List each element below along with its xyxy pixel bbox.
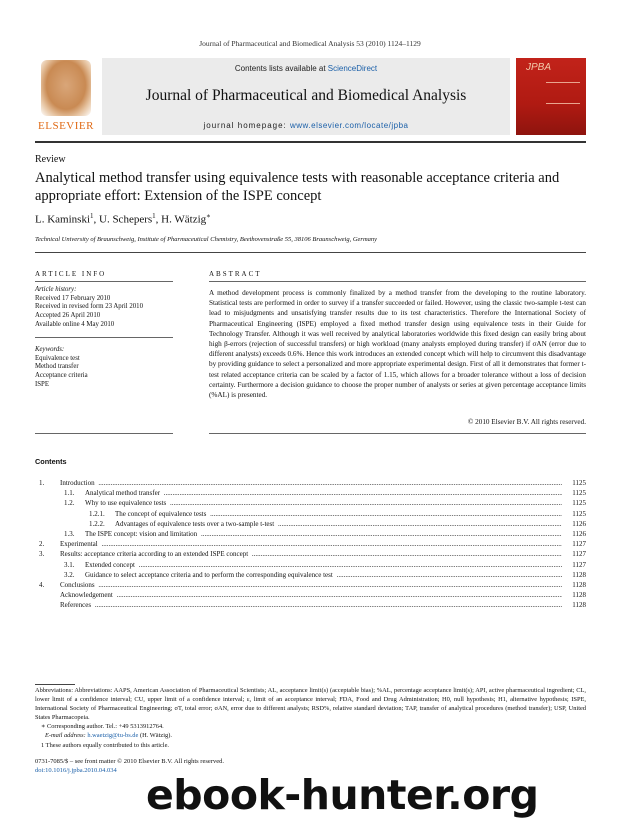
toc-entry-title	[85, 560, 562, 570]
toc-entry[interactable]	[35, 580, 586, 590]
toc-entry-title	[60, 590, 562, 600]
table-of-contents	[35, 478, 586, 610]
toc-entry-page: 1128	[572, 580, 586, 589]
toc-entry-title	[115, 519, 562, 529]
toc-entry-number: 1.1.	[64, 489, 75, 498]
toc-entry-title	[85, 570, 562, 580]
toc-entry-title-text: The ISPE concept: vision and limitation	[85, 529, 198, 538]
toc-entry-title	[115, 509, 562, 519]
toc-entry-number: 3.1.	[64, 560, 75, 569]
toc-entry[interactable]	[35, 488, 586, 498]
cover-decoration	[546, 82, 580, 104]
toc-entry[interactable]	[35, 529, 586, 539]
journal-homepage	[102, 121, 510, 130]
toc-entry-number: 1.2.2.	[89, 519, 105, 528]
history-item: Accepted 26 April 2010	[35, 312, 101, 320]
homepage-prefix: journal homepage:	[203, 121, 290, 130]
author-mark: ∗	[206, 212, 211, 220]
toc-entry-page: 1125	[572, 499, 586, 508]
toc-entry[interactable]	[35, 509, 586, 519]
toc-entry[interactable]	[35, 549, 586, 559]
email-suffix: (H. Wätzig).	[138, 732, 172, 740]
toc-entry-title-text: Conclusions	[60, 580, 95, 589]
keywords-label: Keywords:	[35, 346, 65, 353]
copyright-notice: © 2010 Elsevier B.V. All rights reserved.	[467, 418, 586, 426]
article-history	[35, 286, 175, 330]
email-link[interactable]: h.waetzig@tu-bs.de	[87, 732, 139, 740]
toc-entry-number: 1.2.	[64, 499, 75, 508]
header-divider	[35, 252, 586, 253]
toc-entry-page: 1125	[572, 509, 586, 518]
toc-entry-title	[60, 539, 562, 549]
email-footnote	[35, 731, 586, 740]
toc-entry-title	[60, 600, 562, 610]
article-section: Review	[35, 154, 66, 165]
keyword: Method transfer	[35, 363, 79, 371]
history-item: Received 17 February 2010	[35, 294, 111, 302]
toc-entry-title	[85, 529, 562, 539]
publisher-name: ELSEVIER	[38, 120, 94, 132]
toc-entry-number: 3.2.	[64, 570, 75, 579]
toc-entry[interactable]	[35, 539, 586, 549]
abstract-text: A method development process is commonly finalized by a method transfer from the developing to the routine laboratory. Statistical tests are performed in order to survey if a transfer succeeded or failed. However, using the classic two-sample t-test can lead to misjudgments and unsatisfying transfer results due to its test characteristics. Therefore the International Society of Pharmaceutical Engineering (ISPE) employed a fixed method transfer design using equivalence tests in their Guide for Technology Transfer. Although it was well received by analytical laboratories worldwide this fixed design can easily bring about high β-errors (rejection of successful transfers) or high workload (many analysts employed during transfer) if σAN (error due to different analysts) exceeds 0.6%. Hence this work introduces an extended concept which will help to circumvent this disadvantage by providing guidance to select a personalized and more appropriate experimental design. First of all it demonstrates that former t-test related acceptance criteria can be scaled by a factor of 1.15, which allows for a broader tolerance without a loss of decision certainty. Furthermore a decision guidance to choose the proper number of analysts or series at given percentage acceptance limits (%AL) is presented.	[209, 289, 586, 400]
keyword: Acceptance criteria	[35, 372, 88, 380]
toc-entry-title	[60, 580, 562, 590]
abstract-divider	[209, 281, 586, 282]
toc-entry-number: 1.3.	[64, 529, 75, 538]
toc-entry-title-text: Acknowledgement	[60, 591, 113, 600]
toc-entry-title-text: References	[60, 601, 92, 610]
author-mark: 1	[152, 212, 156, 220]
contents-heading: Contents	[35, 457, 67, 466]
abstract-divider	[209, 433, 586, 434]
toc-entry[interactable]	[35, 560, 586, 570]
toc-entry-title-text: Why to use equivalence tests	[85, 499, 167, 508]
toc-entry[interactable]	[35, 590, 586, 600]
toc-entry[interactable]	[35, 519, 586, 529]
toc-entry-page: 1128	[572, 570, 586, 579]
keyword: Equivalence test	[35, 354, 80, 362]
footnote-rule	[35, 684, 75, 685]
toc-entry-title-text: Analytical method transfer	[85, 489, 161, 498]
affiliation: Technical University of Braunschweig, Institute of Pharmaceutical Chemistry, Beethovenstraße 55, 38106 Braunschweig, Germany	[35, 236, 378, 243]
cover-label: JPBA	[526, 62, 552, 73]
toc-entry-title	[85, 498, 562, 508]
toc-entry-page: 1126	[572, 519, 586, 528]
journal-name: Journal of Pharmaceutical and Biomedical Analysis	[145, 87, 467, 104]
journal-cover-thumbnail	[516, 58, 586, 135]
history-item: Received in revised form 23 April 2010	[35, 303, 143, 311]
history-item: Available online 4 May 2010	[35, 320, 115, 328]
toc-entry-title-text: Extended concept	[85, 560, 135, 569]
toc-entry-page: 1128	[572, 601, 586, 610]
toc-entry-title	[60, 549, 562, 559]
issn-line: 0731-7085/$ – see front matter © 2010 Elsevier B.V. All rights reserved.	[35, 758, 224, 765]
email-label: E-mail address:	[45, 732, 88, 740]
journal-banner	[102, 58, 510, 135]
info-divider	[35, 337, 173, 338]
toc-entry-title-text: Guidance to select acceptance criteria and to perform the corresponding equivalence test	[85, 570, 333, 579]
info-divider	[35, 281, 173, 282]
history-label: Article history:	[35, 286, 77, 293]
author-name[interactable]: L. Kaminski	[35, 213, 90, 226]
keyword: ISPE	[35, 380, 49, 388]
elsevier-logo	[35, 58, 97, 135]
abstract-heading: ABSTRACT	[209, 270, 262, 278]
toc-entry-page: 1128	[572, 591, 586, 600]
toc-entry-title	[85, 488, 562, 498]
toc-entry-number: 1.	[39, 479, 45, 487]
toc-entry[interactable]	[35, 498, 586, 508]
contents-availability	[102, 64, 510, 73]
masthead-rule	[35, 141, 586, 143]
toc-entry-number: 4.	[39, 580, 45, 589]
toc-entry-page: 1127	[572, 560, 586, 569]
corresponding-author-footnote: ∗ Corresponding author. Tel.: +49 5313912764.	[41, 723, 164, 731]
toc-entry-title-text: Introduction	[60, 479, 95, 487]
abbreviations-footnote: Abbreviations: Abbreviations: AAPS, American Association of Pharmaceutical Scientists; AL, acceptance limit(s) (acceptable bias); %AL, percentage acceptance limit(s); API, active pharmaceutical ingredient; CL, lower limit of a confidence interval; CU, upper limit of a confidence interval; ε, limit of an acceptance interval; FDA, Food and Drug Administration; H0, null hypothesis; H1, alternative hypothesis; ISPE, International Society of Pharmaceutical Engineering; σT, total error; σAN, error due to different analysts; RSD%, relative standard deviation; TAP, transfer of analytical procedures (method transfer); USP, United States Pharmacopeia.	[35, 687, 586, 722]
article-title: Analytical method transfer using equivalence tests with reasonable acceptance criteria and appropriate effort: Extension of the ISPE concept	[35, 170, 560, 204]
toc-entry-title-text: Advantages of equivalence tests over a two-sample t-test	[115, 519, 275, 528]
footnotes	[35, 686, 586, 750]
toc-entry-number: 2.	[39, 540, 45, 549]
toc-entry[interactable]	[35, 570, 586, 580]
toc-entry-page: 1126	[572, 529, 586, 538]
sciencedirect-link[interactable]: ScienceDirect	[327, 64, 378, 73]
equal-contribution-footnote: 1 These authors equally contributed to this article.	[41, 741, 170, 749]
author-name[interactable]: U. Schepers	[99, 213, 153, 226]
article-info-heading: ARTICLE INFO	[35, 270, 107, 278]
toc-entry-page: 1127	[572, 540, 586, 549]
author-mark: 1	[90, 212, 94, 220]
info-divider	[35, 433, 173, 434]
toc-entry-page: 1125	[572, 479, 586, 487]
doi-link[interactable]: doi:10.1016/j.jpba.2010.04.034	[35, 767, 117, 774]
toc-entry-page: 1127	[572, 550, 586, 559]
toc-entry[interactable]	[35, 600, 586, 610]
author-list: L. Kaminski$^1$, U. Schepers$^1$, H. Wätzig∗	[35, 212, 211, 226]
homepage-link[interactable]: www.elsevier.com/locate/jpba	[290, 121, 409, 130]
toc-entry-page: 1125	[572, 489, 586, 498]
watermark: ebook-hunter.org	[146, 771, 539, 819]
toc-entry-number: 1.2.1.	[89, 509, 105, 518]
contents-prefix: Contents lists available at	[234, 64, 328, 73]
toc-entry-title-text: The concept of equivalence tests	[115, 509, 207, 518]
keywords	[35, 346, 175, 390]
toc-entry-title-text: Experimental	[60, 540, 98, 549]
author-name[interactable]: H. Wätzig	[161, 213, 207, 226]
toc-entry-title-text: Results: acceptance criteria according to an extended ISPE concept	[60, 550, 249, 559]
toc-entry[interactable]	[35, 478, 586, 488]
elsevier-tree-icon	[41, 60, 91, 116]
running-header: Journal of Pharmaceutical and Biomedical Analysis 53 (2010) 1124–1129	[199, 39, 421, 48]
journal-masthead	[35, 58, 586, 135]
toc-entry-title	[60, 478, 562, 488]
toc-entry-number: 3.	[39, 550, 45, 559]
